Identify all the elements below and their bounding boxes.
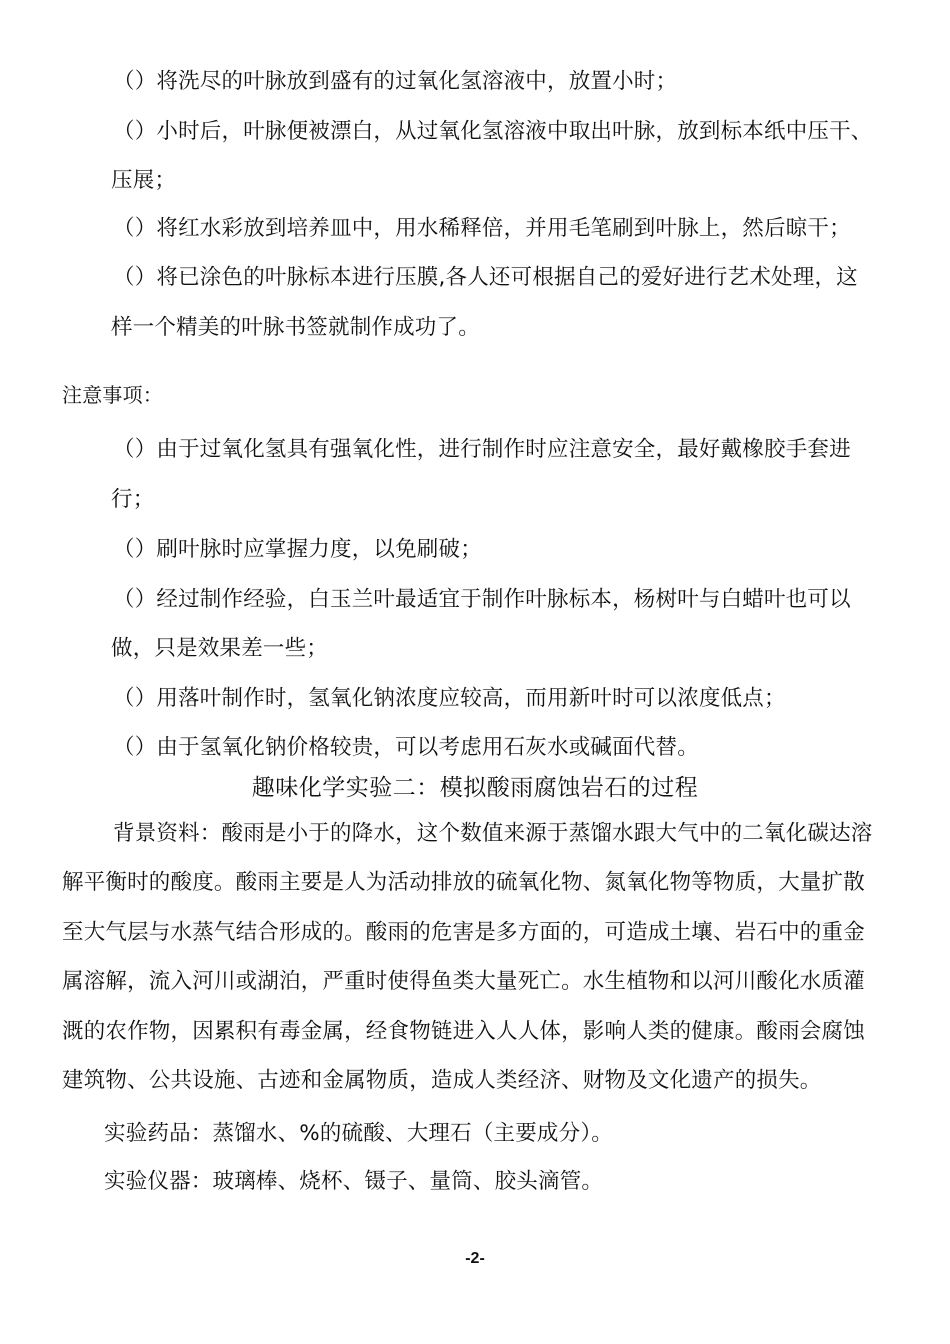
note-line-3: （）刷叶脉时应掌握力度，以免刷破；	[113, 537, 482, 562]
step-line-5: （）将已涂色的叶脉标本进行压膜,各人还可根据自己的爱好进行艺术处理，这	[113, 265, 858, 290]
step-line-3: 压展；	[111, 168, 177, 193]
note-line-4: （）经过制作经验，白玉兰叶最适宜于制作叶脉标本，杨树叶与白蜡叶也可以	[113, 587, 851, 612]
background-line-1: 背景资料：酸雨是小于的降水，这个数值来源于蒸馏水跟大气中的二氧化碳达溶	[113, 821, 873, 846]
step-line-4: （）将红水彩放到培养皿中，用水稀释倍，并用毛笔刷到叶脉上，然后晾干；	[113, 216, 851, 241]
page-number: -2-	[465, 1250, 485, 1267]
note-line-7: （）由于氢氧化钠价格较贵，可以考虑用石灰水或碱面代替。	[113, 735, 699, 760]
note-line-1: （）由于过氧化氢具有强氧化性，进行制作时应注意安全，最好戴橡胶手套进	[113, 437, 851, 462]
step-line-6: 样一个精美的叶脉书签就制作成功了。	[111, 315, 480, 340]
note-line-2: 行；	[111, 487, 155, 512]
background-line-4: 属溶解，流入河川或湖泊，严重时使得鱼类大量死亡。水生植物和以河川酸化水质灌	[62, 969, 865, 994]
note-line-5: 做，只是效果差一些；	[111, 636, 329, 661]
background-line-5: 溉的农作物，因累积有毒金属，经食物链进入人人体，影响人类的健康。酸雨会腐蚀	[62, 1019, 865, 1044]
reagents-line: 实验药品：蒸馏水、%的硫酸、大理石（主要成分）。	[104, 1121, 613, 1146]
notes-title: 注意事项：	[62, 383, 163, 407]
step-line-2: （）小时后，叶脉便被漂白，从过氧化氢溶液中取出叶脉，放到标本纸中压干、	[113, 119, 873, 144]
experiment2-title: 趣味化学实验二：模拟酸雨腐蚀岩石的过程	[251, 775, 699, 801]
background-line-2: 解平衡时的酸度。酸雨主要是人为活动排放的硫氧化物、氮氧化物等物质，大量扩散	[62, 870, 865, 895]
note-line-6: （）用落叶制作时，氢氧化钠浓度应较高，而用新叶时可以浓度低点；	[113, 686, 786, 711]
step-line-1: （）将洗尽的叶脉放到盛有的过氧化氢溶液中，放置小时；	[113, 69, 678, 94]
background-line-6: 建筑物、公共设施、古迹和金属物质，造成人类经济、财物及文化遗产的损失。	[62, 1068, 822, 1093]
background-line-3: 至大气层与水蒸气结合形成的。酸雨的危害是多方面的，可造成土壤、岩石中的重金	[62, 920, 865, 945]
instruments-line: 实验仪器：玻璃棒、烧杯、镊子、量筒、胶头滴管。	[104, 1169, 604, 1194]
